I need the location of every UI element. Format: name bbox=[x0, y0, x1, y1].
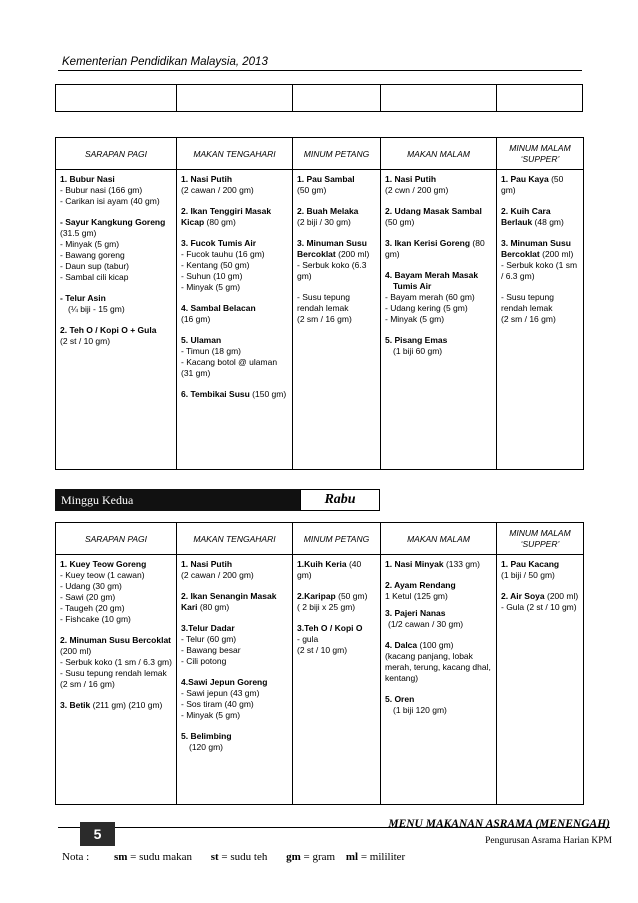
cell-malam: 1. Nasi Putih (2 cwn / 200 gm) 2. Udang Masak Sambal (50 gm) 3. Ikan Kerisi Goreng (80 gm) 4. Bayam Merah Masak Tumis Air - Bayam merah (60 gm) - Udang kering (5 gm) - Minyak (5 gm) 5. Pisang Emas (1 biji 60 gm) bbox=[381, 170, 497, 470]
col-header-supper: MINUM MALAM ‘SUPPER’ bbox=[497, 523, 584, 555]
legend-key: ml bbox=[345, 851, 359, 863]
table-row bbox=[56, 170, 584, 470]
cell-petang: 1.Kuih Keria (40 gm) 2.Karipap (50 gm) ( 2 biji x 25 gm) 3.Teh O / Kopi O - gula (2 st / 10 gm) bbox=[293, 555, 381, 805]
week-label: Minggu Kedua bbox=[55, 489, 300, 511]
footer-subtitle: Pengurusan Asrama Harian KPM bbox=[485, 836, 612, 846]
empty-cell bbox=[497, 85, 582, 111]
col-header-sarapan: SARAPAN PAGI bbox=[56, 523, 177, 555]
col-header-sarapan: SARAPAN PAGI bbox=[56, 138, 177, 170]
cell-malam: 1. Nasi Minyak (133 gm) 2. Ayam Rendang 1 Ketul (125 gm) 3. Pajeri Nanas (1/2 cawan / 30 gm) 4. Dalca (100 gm) (kacang panjang, lobak merah, terung, kacang dhal, kentang) 5. Oren (1 biji 120 gm) bbox=[381, 555, 497, 805]
legend-text: = sudu teh bbox=[218, 851, 268, 863]
footer-title: MENU MAKANAN ASRAMA (MENENGAH) bbox=[388, 818, 610, 830]
nota-label: Nota : bbox=[62, 851, 90, 863]
col-header-malam: MAKAN MALAM bbox=[381, 523, 497, 555]
menu-table-week1 bbox=[55, 137, 584, 470]
col-header-tengahari: MAKAN TENGAHARI bbox=[177, 523, 293, 555]
cell-tengahari: 1. Nasi Putih (2 cawan / 200 gm) 2. Ikan Senangin Masak Kari (80 gm) 3.Telur Dadar - Telur (60 gm) - Bawang besar - Cili potong 4.Sawi Jepun Goreng - Sawi jepun (43 gm) - Sos tiram (40 gm) - Minyak (5 gm) 5. Belimbing (120 gm) bbox=[177, 555, 293, 805]
legend-note bbox=[62, 851, 405, 863]
empty-cell bbox=[293, 85, 381, 111]
cell-tengahari: 1. Nasi Putih (2 cawan / 200 gm) 2. Ikan Tenggiri Masak Kicap (80 gm) 3. Fucok Tumis Air - Fucok tauhu (16 gm) - Kentang (50 gm) - Suhun (10 gm) - Minyak (5 gm) 4. Sambal Belacan (16 gm) 5. Ulaman - Timun (18 gm) - Kacang botol @ ulaman (31 gm) 6. Tembikai Susu (150 gm) bbox=[177, 170, 293, 470]
page-number: 5 bbox=[80, 822, 115, 846]
table-header-row bbox=[56, 138, 584, 170]
legend-text: = mililiter bbox=[358, 851, 406, 863]
menu-table-week2 bbox=[55, 522, 584, 805]
cell-sarapan: 1. Kuey Teow Goreng - Kuey teow (1 cawan) - Udang (30 gm) - Sawi (20 gm) - Taugeh (20 gm) - Fishcake (10 gm) 2. Minuman Susu Bercoklat (200 ml) - Serbuk koko (1 sm / 6.3 gm) - Susu tepung rendah lemak (2 sm / 16 gm) 3. Betik (211 gm) (210 gm) bbox=[56, 555, 177, 805]
legend-text: = gram bbox=[300, 851, 336, 863]
legend-key: gm bbox=[286, 851, 301, 863]
empty-cell bbox=[177, 85, 293, 111]
table-row bbox=[56, 555, 584, 805]
cell-supper: 1. Pau Kaya (50 gm) 2. Kuih Cara Berlauk (48 gm) 3. Minuman Susu Bercoklat (200 ml) - Serbuk koko (1 sm / 6.3 gm) - Susu tepung rendah lemak (2 sm / 16 gm) bbox=[497, 170, 584, 470]
col-header-supper: MINUM MALAM ‘SUPPER’ bbox=[497, 138, 584, 170]
legend-text: = sudu makan bbox=[127, 851, 192, 863]
cell-petang: 1. Pau Sambal (50 gm) 2. Buah Melaka (2 biji / 30 gm) 3. Minuman Susu Bercoklat (200 ml) - Serbuk koko (6.3 gm) - Susu tepung rendah lemak (2 sm / 16 gm) bbox=[293, 170, 381, 470]
legend-key: sm bbox=[113, 851, 128, 863]
empty-cell bbox=[381, 85, 497, 111]
empty-table-row bbox=[55, 84, 583, 112]
col-header-malam: MAKAN MALAM bbox=[381, 138, 497, 170]
col-header-petang: MINUM PETANG bbox=[293, 138, 381, 170]
header-divider bbox=[58, 70, 582, 71]
empty-cell bbox=[56, 85, 177, 111]
col-header-tengahari: MAKAN TENGAHARI bbox=[177, 138, 293, 170]
table-header-row bbox=[56, 523, 584, 555]
document-header: Kementerian Pendidikan Malaysia, 2013 bbox=[62, 56, 268, 68]
col-header-petang: MINUM PETANG bbox=[293, 523, 381, 555]
legend-key: st bbox=[210, 851, 219, 863]
cell-supper: 1. Pau Kacang (1 biji / 50 gm) 2. Air Soya (200 ml) - Gula (2 st / 10 gm) bbox=[497, 555, 584, 805]
day-label: Rabu bbox=[300, 489, 380, 511]
cell-sarapan: 1. Bubur Nasi - Bubur nasi (166 gm) - Carikan isi ayam (40 gm) - Sayur Kangkung Goreng (31.5 gm) - Minyak (5 gm) - Bawang goreng - Daun sup (tabur) - Sambal cili kicap - Telur Asin (¼ biji - 15 gm) 2. Teh O / Kopi O + Gula (2 st / 10 gm) bbox=[56, 170, 177, 470]
